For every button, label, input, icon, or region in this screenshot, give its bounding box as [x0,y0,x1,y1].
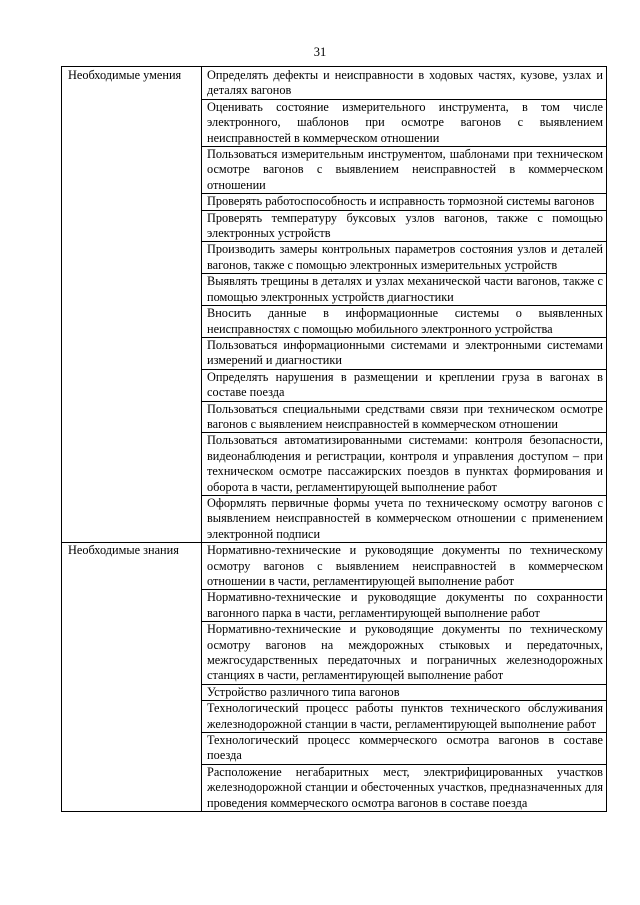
table-cell: Оценивать состояние измерительного инструмента, в том числе электронного, шаблонов при осмотре вагонов с выявлением неисправностей в коммерческом отношении [202,99,607,146]
table-cell: Пользоваться специальными средствами связи при техническом осмотре вагонов с выявлением неисправностей в коммерческом отношении [202,401,607,433]
table-cell: Производить замеры контрольных параметров состояния узлов и деталей вагонов, также с помощью электронных измерительных устройств [202,242,607,274]
table-cell: Проверять работоспособность и исправность тормозной системы вагонов [202,194,607,210]
table-cell: Пользоваться измерительным инструментом, шаблонами при техническом осмотре вагонов с выявлением неисправностей в коммерческом отношении [202,147,607,194]
section-heading-knowledge: Необходимые знания [62,543,202,812]
table-cell: Определять дефекты и неисправности в ходовых частях, кузове, узлах и деталях вагонов [202,67,607,100]
table-cell: Пользоваться автоматизированными системами: контроля безопасности, видеонаблюдения и регистрации, контроля и управления доступом – при техническом осмотре пассажирских поездов в пунктах формирования и оборота в части, регламентирующей выполнение работ [202,433,607,496]
table-cell: Проверять температуру буксовых узлов вагонов, также с помощью электронных устройств [202,210,607,242]
page-number: 31 [313,45,327,59]
table-row [62,543,607,590]
table-cell: Вносить данные в информационные системы о выявленных неисправностях с помощью мобильного электронного устройства [202,306,607,338]
table-cell: Определять нарушения в размещении и креплении груза в вагонах в составе поезда [202,369,607,401]
table-cell: Технологический процесс коммерческого осмотра вагонов в составе поезда [202,733,607,765]
table-cell: Пользоваться информационными системами и электронными системами измерений и диагностики [202,337,607,369]
section-heading-skills: Необходимые умения [62,67,202,543]
table-cell: Выявлять трещины в деталях и узлах механической части вагонов, также с помощью электронных устройств диагностики [202,274,607,306]
table-cell: Нормативно-технические и руководящие документы по сохранности вагонного парка в части, регламентирующей выполнение работ [202,590,607,622]
table-cell: Расположение негабаритных мест, электрифицированных участков железнодорожной станции и обесточенных участков, предназначенных для проведения коммерческого осмотра вагонов в составе поезда [202,764,607,811]
table-cell: Нормативно-технические и руководящие документы по техническому осмотру вагонов с выявлением неисправностей в коммерческом отношении в части, регламентирующей выполнение работ [202,543,607,590]
competency-table [61,66,607,812]
table-cell: Оформлять первичные формы учета по техническому осмотру вагонов с выявлением неисправностей в коммерческом отношении с применением электронной подписи [202,495,607,542]
table-row [62,67,607,100]
table-cell: Технологический процесс работы пунктов технического обслуживания железнодорожной станции в части, регламентирующей выполнение работ [202,701,607,733]
table-cell: Устройство различного типа вагонов [202,684,607,700]
table-cell: Нормативно-технические и руководящие документы по техническому осмотру вагонов на междорожных стыковых и передаточных, межгосударственных передаточных и пограничных железнодорожных станциях в части, регламентирующей выполнение работ [202,622,607,685]
